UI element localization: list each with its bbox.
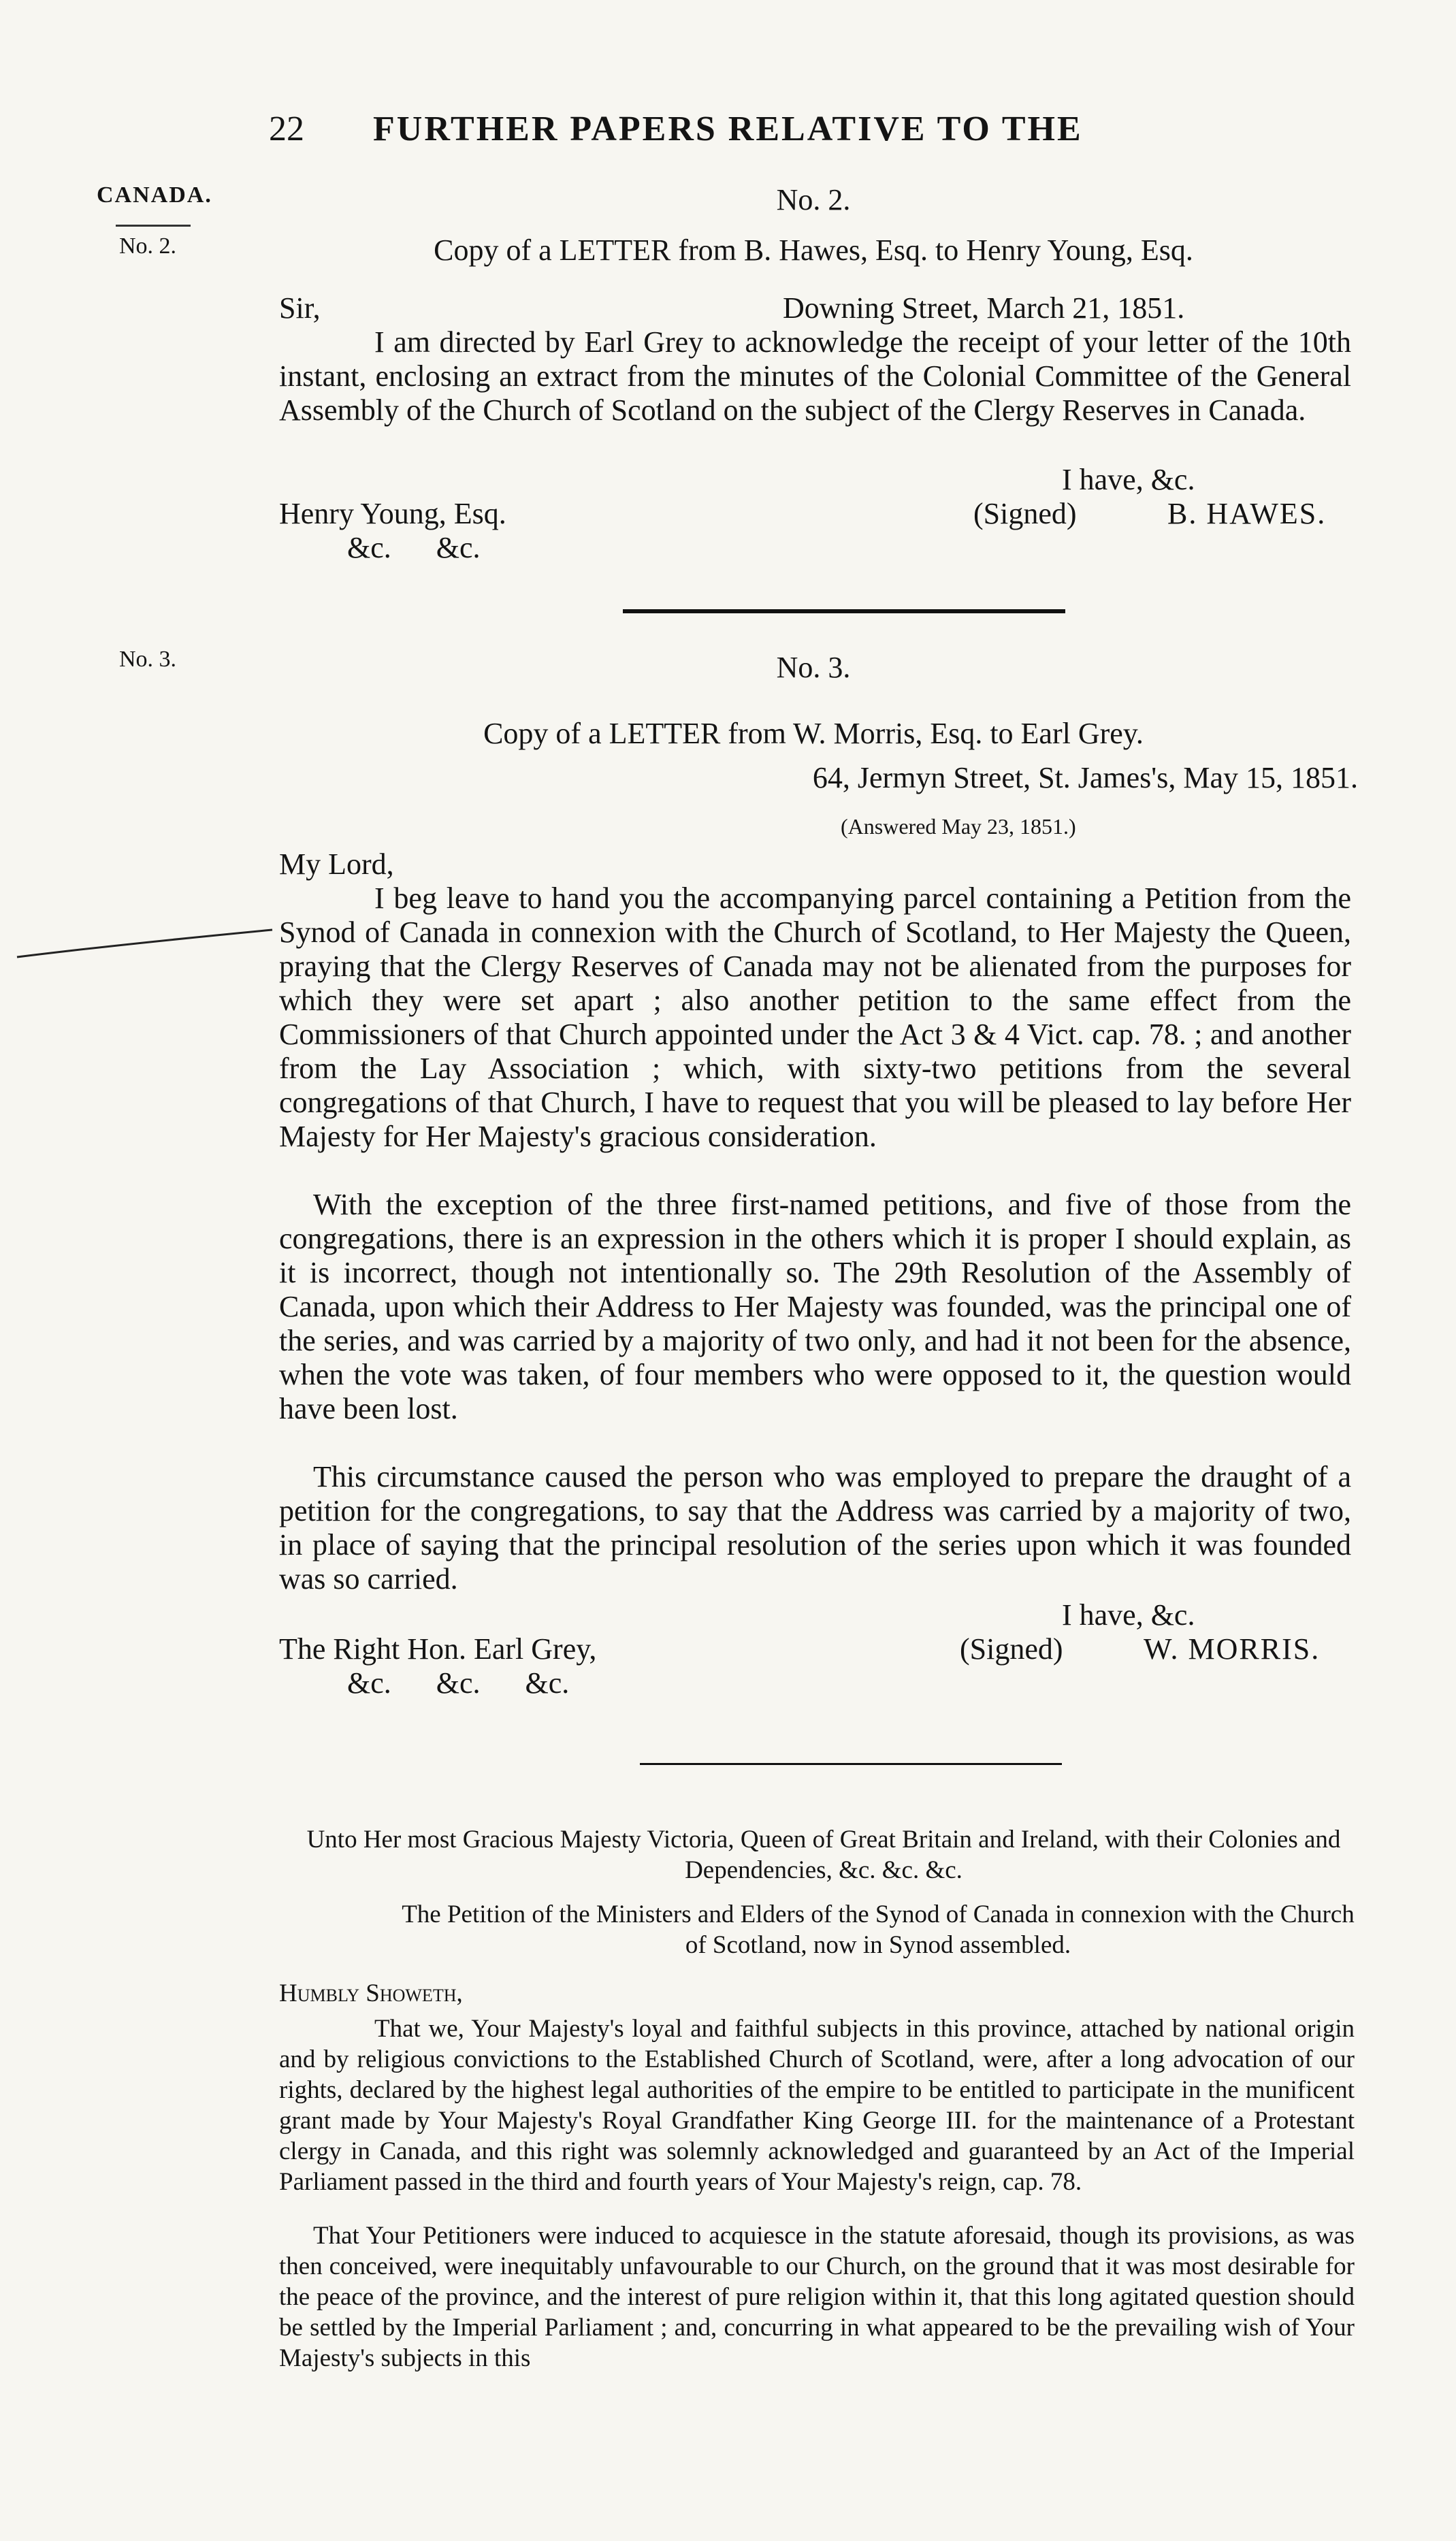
section-divider: [623, 609, 1065, 613]
letter2-signature: W. MORRIS.: [1144, 1632, 1321, 1666]
petition-address: Unto Her most Gracious Majesty Victoria, Queen of Great Britain and Ireland, with their Colonies and Dependencies, &c. &c. &c.: [306, 1826, 1341, 1884]
letter2-signed: (Signed): [960, 1632, 1063, 1666]
letter2-closing: I have, &c.: [1062, 1598, 1195, 1632]
section-divider-2: [640, 1763, 1062, 1765]
letter2-addressee-etc: &c. &c. &c.: [347, 1666, 570, 1700]
letter1-addressee-etc: &c. &c.: [347, 531, 481, 564]
letter1-closing: I have, &c.: [1062, 463, 1195, 496]
petition-paragraph-2: That Your Petitioners were induced to acquiesce in the statute aforesaid, though its provisions, as was then conceived, were inequitably unfavourable to our Church, on the ground that it was most desirable for the peace of the province, and the interest of pure religion within it, that this long agitated question should be settled by the Imperial Parliament ; and, concurring in what appeared to be the prevailing wish of Your Majesty's subjects in this: [279, 2222, 1355, 2372]
letter2-addressee: The Right Hon. Earl Grey,: [279, 1632, 597, 1666]
running-title: FURTHER PAPERS RELATIVE TO THE: [373, 110, 1083, 148]
letter2-paragraph-2: With the exception of the three first-named petitions, and five of those from the congregations, there is an expression in the others which it is proper I should explain, as it is incorrect, though not intentionally so. The 29th Resolution of the Assembly of Canada, upon which their Address to Her Majesty was founded, was the principal one of the series, and was carried by a majority of two only, and had it not been for the absence, when the vote was taken, of four members who were opposed to it, the question would have been lost.: [279, 1188, 1351, 1425]
petition-opening: Humbly Showeth,: [279, 1979, 463, 2007]
petition-paragraph-1: That we, Your Majesty's loyal and faithful subjects in this province, attached by national origin and by religious convictions to the Established Church of Scotland, were, after a long advocation of our rights, declared by the highest legal authorities of the empire to be entitled to participate in the munificent grant made by Your Majesty's Royal Grandfather King George III. for the maintenance of a Protestant clergy in Canada, and this right was solemnly acknowledged and guaranteed by an Act of the Imperial Parliament passed in the third and fourth years of Your Majesty's reign, cap. 78.: [279, 2015, 1355, 2196]
petition-title: The Petition of the Ministers and Elders of the Synod of Canada in connexion with the Church of Scotland, now in Synod assembled.: [402, 1900, 1355, 1959]
page-number: 22: [269, 110, 304, 148]
margin-pen-stroke: [14, 924, 279, 965]
letter1-salutation: Sir,: [279, 291, 321, 325]
letter1-signature: B. HAWES.: [1167, 497, 1327, 530]
letter2-place-date: 64, Jermyn Street, St. James's, May 15, 1851.: [812, 761, 1358, 794]
letter2-caption: Copy of a LETTER from W. Morris, Esq. to Earl Grey.: [483, 717, 1144, 750]
letter1-signed: (Signed): [973, 497, 1077, 530]
letter1-body: I am directed by Earl Grey to acknowledge the receipt of your letter of the 10th instant, enclosing an extract from the minutes of the Colonial Committee of the General Assembly of the Church of Scotland on the subject of the Clergy Reserves in Canada.: [279, 325, 1351, 427]
letter2-number: No. 3.: [776, 651, 851, 684]
letter1-place-date: Downing Street, March 21, 1851.: [783, 291, 1185, 325]
margin-rule: [116, 225, 191, 227]
margin-colony: CANADA.: [97, 182, 212, 208]
letter2-salutation: My Lord,: [279, 847, 394, 881]
letter1-number: No. 2.: [776, 183, 851, 216]
letter1-addressee: Henry Young, Esq.: [279, 497, 506, 530]
margin-doc-number-2: No. 2.: [119, 233, 177, 259]
letter1-caption: Copy of a LETTER from B. Hawes, Esq. to Henry Young, Esq.: [434, 233, 1193, 267]
letter2-paragraph-1: I beg leave to hand you the accompanying parcel containing a Petition from the Synod of Canada in connexion with the Church of Scotland, to Her Majesty the Queen, praying that the Clergy Reserves of Canada may not be alienated from the purposes for which they were set apart ; also another petition to the same effect from the Commissioners of that Church appointed under the Act 3 & 4 Vict. cap. 78. ; and another from the Lay Association ; which, with sixty-two petitions from the several congregations of that Church, I have to request that you will be pleased to lay before Her Majesty for Her Majesty's gracious consideration.: [279, 881, 1351, 1153]
margin-doc-number-3: No. 3.: [119, 647, 177, 672]
letter2-paragraph-3: This circumstance caused the person who was employed to prepare the draught of a petition for the congregations, to say that the Address was carried by a majority of two, in place of saying that the principal resolution of the series upon which it was founded was so carried.: [279, 1460, 1351, 1596]
page-header: [269, 109, 1188, 149]
letter2-answered: (Answered May 23, 1851.): [841, 814, 1076, 839]
